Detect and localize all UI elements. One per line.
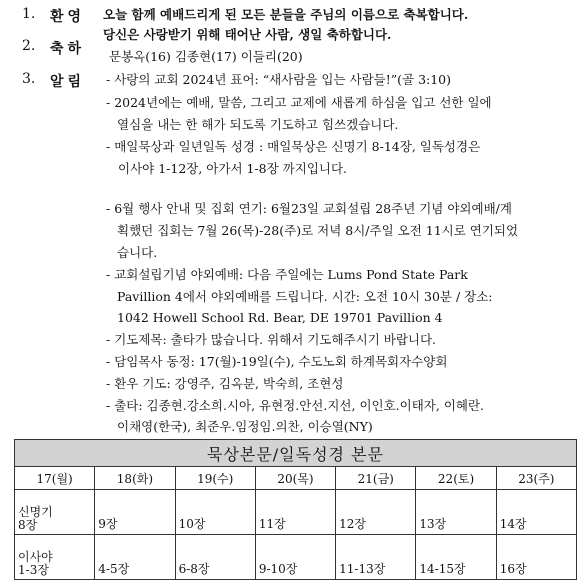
table-cell: 13장 (416, 490, 496, 535)
table-row (15, 467, 577, 490)
section-head-notices: 알림 (50, 74, 86, 90)
day-header: 19(수) (175, 467, 255, 490)
notice-line: 1042 Howell School Rd. Bear, DE 19701 Pavillion 4 (117, 310, 443, 325)
section-number-3: 3. (22, 71, 36, 87)
table-cell (15, 490, 95, 535)
reading-table (14, 439, 577, 580)
chapter-value: 8장 (18, 518, 38, 532)
birthday-text: 당신은 사랑받기 위해 태어난 사람, 생일 축하합니다. (103, 27, 392, 42)
table-cell: 6-8장 (175, 535, 255, 580)
table-row (15, 490, 577, 535)
table-cell: 4-5장 (95, 535, 175, 580)
notice-line: 열심을 내는 한 해가 되도록 기도하고 힘쓰겠습니다. (117, 117, 399, 132)
table-cell: 11장 (255, 490, 335, 535)
section-number-1: 1. (22, 6, 36, 22)
notice-line: Pavillion 4에서 야외예배를 드립니다. 시간: 오전 10시 30분 / 장소: (117, 289, 493, 304)
table-cell: 10장 (175, 490, 255, 535)
table-title: 묵상본문/일독성경 본문 (15, 440, 577, 467)
day-header: 18(화) (95, 467, 175, 490)
notice-line: - 교회설립기념 야외예배: 다음 주일에는 Lums Pond State Park (106, 267, 468, 282)
notice-line: - 6월 행사 안내 및 집회 연기: 6월23일 교회설립 28주년 기념 야외예배/계 (106, 201, 512, 216)
table-cell: 14-15장 (416, 535, 496, 580)
notice-line: 습니다. (117, 245, 158, 260)
notice-line: - 2024년에는 예배, 말씀, 그리고 교제에 새롭게 하심을 입고 선한 일에 (106, 95, 492, 110)
notice-line: - 출타: 김종현.강소희.시아, 유현정.안선.지선, 이인호.이태자, 이혜란. (106, 398, 485, 413)
notice-line: - 환우 기도: 강영주, 김옥분, 박숙희, 조현성 (106, 376, 344, 391)
table-cell: 9-10장 (255, 535, 335, 580)
notice-line: - 매일묵상과 일년일독 성경 : 매일묵상은 신명기 8-14장, 일독성경은 (106, 139, 481, 154)
table-cell (15, 535, 95, 580)
welcome-text: 오늘 함께 예배드리게 된 모든 분들을 주님의 이름으로 축복합니다. (103, 7, 469, 22)
notice-line: - 기도제목: 출타가 많습니다. 위해서 기도해주시기 바랍니다. (106, 332, 437, 347)
day-header: 21(금) (336, 467, 416, 490)
section-number-2: 2. (22, 38, 36, 54)
chapter-value: 1-3장 (18, 563, 49, 577)
day-header: 22(토) (416, 467, 496, 490)
table-cell: 14장 (496, 490, 576, 535)
book-label: 이사야 (18, 550, 53, 564)
notice-line: - 사랑의 교회 2024년 표어: “새사람을 입는 사람들!”(골 3:10) (106, 72, 452, 87)
section-head-welcome: 환영 (50, 9, 86, 25)
day-header: 20(목) (255, 467, 335, 490)
day-header: 17(월) (15, 467, 95, 490)
table-cell: 16장 (496, 535, 576, 580)
book-label: 신명기 (18, 505, 53, 519)
notice-line: - 담임목사 동정: 17(월)-19일(수), 수도노회 하계목회자수양회 (106, 354, 448, 369)
notice-line: 획했던 집회는 7월 26(목)-28(주)로 저녁 8시/주일 오전 11시로 연기되었 (117, 223, 519, 238)
section-head-birthday: 축하 (50, 41, 86, 57)
birthday-names: 문봉옥(16) 김종현(17) 이들리(20) (109, 49, 303, 64)
notice-line: 이채영(한국), 최준우.임정임.의찬, 이승열(NY) (117, 419, 373, 434)
table-row (15, 535, 577, 580)
notice-line: 이사야 1-12장, 아가서 1-8장 까지입니다. (118, 161, 348, 176)
table-cell: 12장 (336, 490, 416, 535)
table-cell: 9장 (95, 490, 175, 535)
day-header: 23(주) (496, 467, 576, 490)
table-cell: 11-13장 (336, 535, 416, 580)
